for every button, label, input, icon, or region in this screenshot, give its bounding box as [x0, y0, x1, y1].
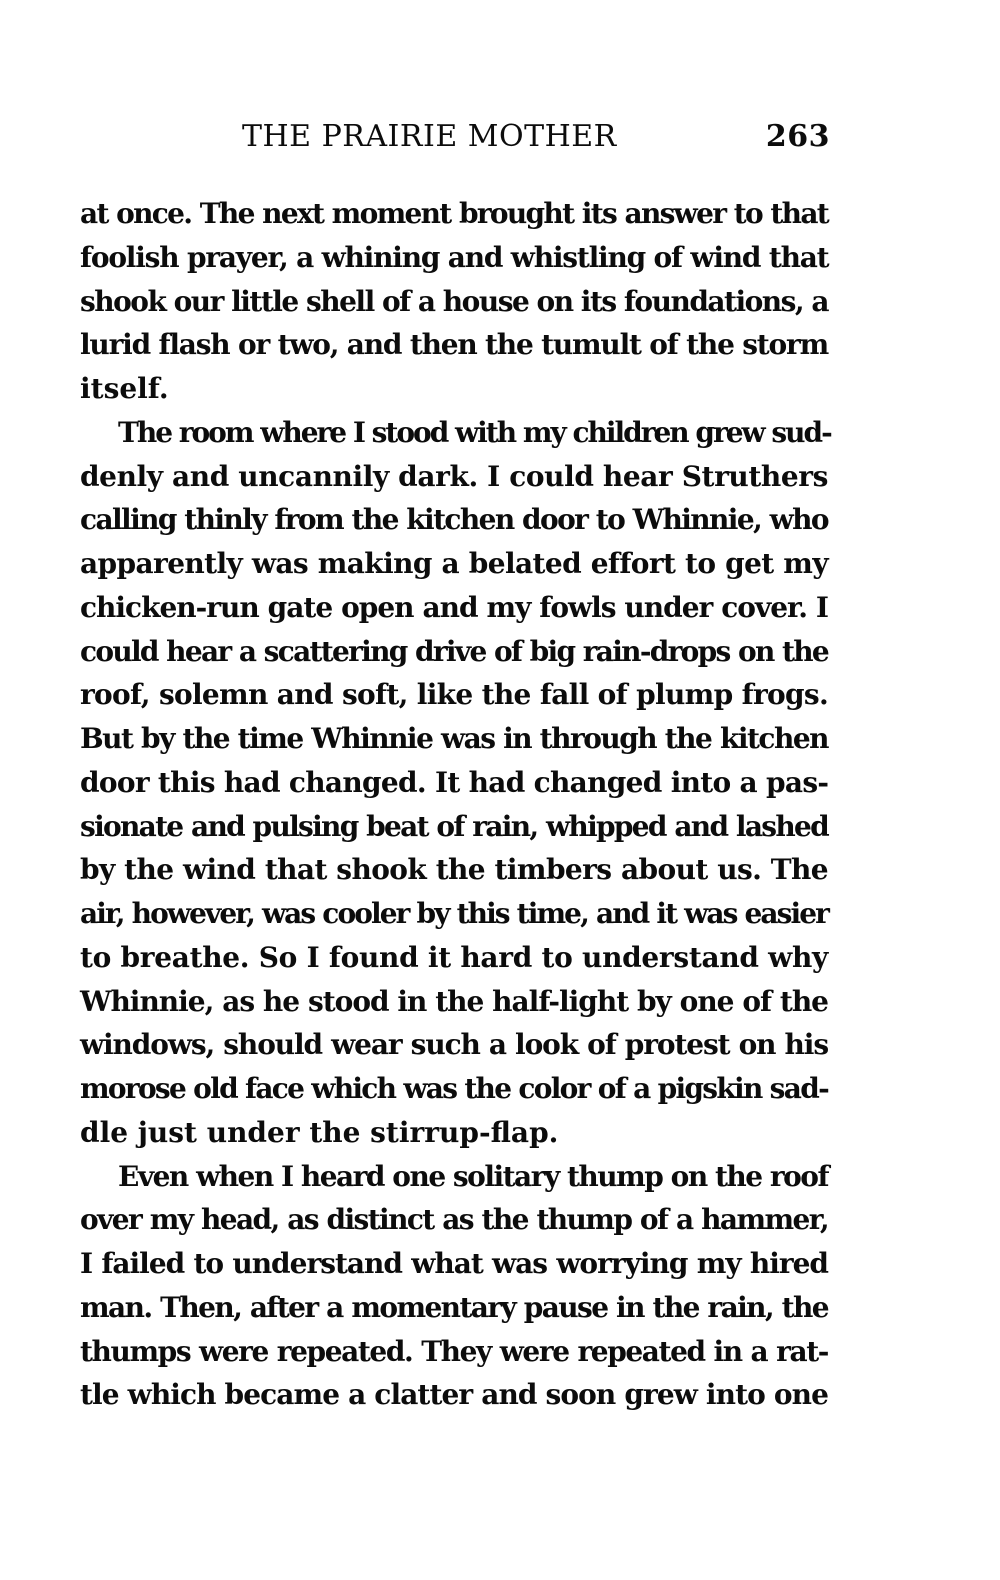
text-line: morose old face which was the color of a pigskin sad-: [80, 1072, 828, 1105]
text-line: calling thinly from the kitchen door to Whinnie, who: [80, 503, 828, 537]
body-text: [80, 192, 831, 1417]
paragraph-2: [80, 411, 831, 1155]
page-number: 263: [765, 119, 830, 154]
text-line: at once. The next moment brought its answer to that: [80, 197, 828, 230]
text-line: itself.: [80, 372, 169, 405]
text-line: But by the time Whinnie was in through the kitchen: [80, 722, 828, 755]
text-line: shook our little shell of a house on its foundations, a: [80, 284, 829, 318]
text-line: windows, should wear such a look of protest on his: [80, 1028, 828, 1062]
text-line: lurid flash or two, and then the tumult of the storm: [80, 328, 828, 362]
text-line: foolish prayer, a whining and whistling of wind that: [80, 240, 829, 274]
text-line: tle which became a clatter and soon grew into one: [80, 1378, 828, 1412]
text-line: apparently was making a belated effort to get my: [80, 547, 828, 580]
text-line: dle just under the stirrup-flap.: [80, 1115, 559, 1149]
text-line: Even when I heard one solitary thump on the roof: [118, 1159, 828, 1193]
text-line: chicken-run gate open and my fowls under cover. I: [80, 590, 828, 624]
text-line: Whinnie, as he stood in the half-light by one of the: [80, 984, 828, 1018]
text-line: denly and uncannily dark. I could hear Struthers: [80, 459, 828, 493]
text-line: man. Then, after a momentary pause in the rain, the: [80, 1290, 828, 1324]
text-line: The room where I stood with my children grew sud-: [118, 415, 831, 449]
text-line: door this had changed. It had changed into a pas-: [80, 765, 829, 799]
text-line: air, however, was cooler by this time, and it was easier: [80, 897, 828, 930]
text-line: by the wind that shook the timbers about us. The: [80, 853, 828, 887]
text-line: thumps were repeated. They were repeated in a rat-: [80, 1334, 828, 1368]
text-line: over my head, as distinct as the thump of a hammer,: [80, 1203, 828, 1237]
running-title: THE PRAIRIE MOTHER: [242, 119, 617, 154]
text-line: to breathe. So I found it hard to understand why: [80, 940, 828, 974]
running-header: [80, 112, 830, 162]
text-line: sionate and pulsing beat of rain, whipped and lashed: [80, 809, 828, 843]
text-line: I failed to understand what was worrying my hired: [80, 1247, 828, 1280]
paragraph-3: [80, 1155, 828, 1418]
text-line: roof, solemn and soft, like the fall of plump frogs.: [80, 678, 828, 712]
text-line: could hear a scattering drive of big rain-drops on the: [80, 634, 828, 668]
paragraph-1: [80, 192, 828, 411]
